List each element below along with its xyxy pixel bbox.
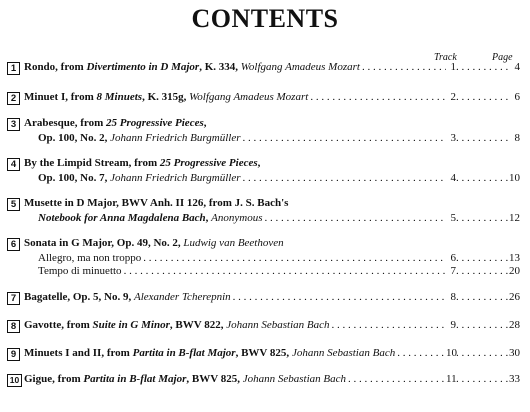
track-number: 1 — [450, 61, 456, 73]
movement-title: Allegro, ma non troppo — [38, 252, 142, 264]
leader-dots — [456, 264, 508, 279]
movement-title: Tempo di minuetto — [38, 265, 122, 277]
page-number: 10 — [509, 172, 520, 184]
leader-dots — [242, 171, 446, 186]
entry-title-line — [24, 196, 520, 211]
entry-number-box: 7 — [7, 292, 20, 305]
leader-dots — [456, 211, 508, 226]
page-number: 8 — [514, 132, 520, 144]
track-number: 2 — [450, 91, 456, 103]
entry-number-box: 4 — [7, 158, 20, 171]
entry-main-line — [38, 131, 520, 146]
movement-line — [38, 264, 520, 279]
leader-dots — [456, 171, 508, 186]
page-number: 30 — [509, 347, 520, 359]
entry-title-continued: Op. 100, No. 2, Johann Friedrich Burgmüller — [38, 132, 241, 144]
leader-dots — [456, 372, 508, 387]
entry-title: Gigue, from Partita in B-flat Major, BWV 825, Johann Sebastian Bach — [24, 373, 346, 385]
entry-main-line — [24, 318, 520, 333]
track-column-header: Track — [434, 52, 457, 63]
entry-title-continued: Op. 100, No. 7, Johann Friedrich Burgmüller — [38, 172, 241, 184]
leader-dots — [456, 60, 508, 75]
page-number: 6 — [514, 91, 520, 103]
leader-dots — [456, 131, 508, 146]
page-number: 28 — [509, 319, 520, 331]
track-number: 7 — [450, 265, 456, 277]
entry-number-box: 5 — [7, 198, 20, 211]
page-number: 13 — [509, 252, 520, 264]
page-number: 33 — [509, 373, 520, 385]
page-number: 20 — [509, 265, 520, 277]
entry-title-line — [24, 116, 520, 131]
entry-title: Arabesque, from 25 Progressive Pieces, — [24, 117, 207, 129]
leader-dots — [331, 318, 446, 333]
leader-dots — [362, 60, 446, 75]
page-title: CONTENTS — [191, 4, 339, 33]
leader-dots — [397, 346, 446, 361]
track-number: 11 — [446, 373, 457, 385]
entry-main-line — [24, 60, 520, 75]
entry-title-line — [24, 236, 520, 251]
track-number: 3 — [450, 132, 456, 144]
leader-dots — [456, 290, 508, 305]
entry-title-line — [24, 156, 520, 171]
entry-title: Sonata in G Major, Op. 49, No. 2, Ludwig van Beethoven — [24, 237, 284, 249]
entry-main-line — [24, 290, 520, 305]
entry-title: Gavotte, from Suite in G Minor, BWV 822, Johann Sebastian Bach — [24, 319, 330, 331]
page-number: 12 — [509, 212, 520, 224]
leader-dots — [265, 211, 447, 226]
entry-main-line — [24, 90, 520, 105]
entry-number-box: 1 — [7, 62, 20, 75]
entry-number-box: 3 — [7, 118, 20, 131]
entry-main-line — [38, 211, 520, 226]
entry-number-box: 10 — [7, 374, 22, 387]
track-number: 4 — [450, 172, 456, 184]
entry-title-continued: Notebook for Anna Magdalena Bach, Anonymous — [38, 212, 263, 224]
leader-dots — [456, 318, 508, 333]
track-number: 8 — [450, 291, 456, 303]
track-number: 9 — [450, 319, 456, 331]
entry-number-box: 6 — [7, 238, 20, 251]
entry-title: Bagatelle, Op. 5, No. 9, Alexander Tcherepnin — [24, 291, 231, 303]
entry-number-box: 9 — [7, 348, 20, 361]
page-number: 4 — [514, 61, 520, 73]
entry-title: Minuet I, from 8 Minuets, K. 315g, Wolfgang Amadeus Mozart — [24, 91, 309, 103]
entry-title: Minuets I and II, from Partita in B-flat Major, BWV 825, Johann Sebastian Bach — [24, 347, 396, 359]
leader-dots — [310, 90, 446, 105]
entry-title: Rondo, from Divertimento in D Major, K. 334, Wolfgang Amadeus Mozart — [24, 61, 360, 73]
entry-title: Musette in D Major, BWV Anh. II 126, from J. S. Bach's — [24, 197, 289, 209]
entry-main-line — [38, 171, 520, 186]
entry-number-box: 2 — [7, 92, 20, 105]
track-number: 10 — [446, 347, 457, 359]
page-column-header: Page — [492, 52, 513, 63]
leader-dots — [242, 131, 446, 146]
entry-title: By the Limpid Stream, from 25 Progressive Pieces, — [24, 157, 261, 169]
leader-dots — [233, 290, 446, 305]
entry-number-box: 8 — [7, 320, 20, 333]
page-number: 26 — [509, 291, 520, 303]
leader-dots — [456, 346, 508, 361]
track-number: 5 — [450, 212, 456, 224]
entry-main-line — [24, 372, 520, 387]
leader-dots — [124, 264, 446, 279]
entry-main-line — [24, 346, 520, 361]
leader-dots — [456, 90, 508, 105]
track-number: 6 — [450, 252, 456, 264]
leader-dots — [348, 372, 446, 387]
